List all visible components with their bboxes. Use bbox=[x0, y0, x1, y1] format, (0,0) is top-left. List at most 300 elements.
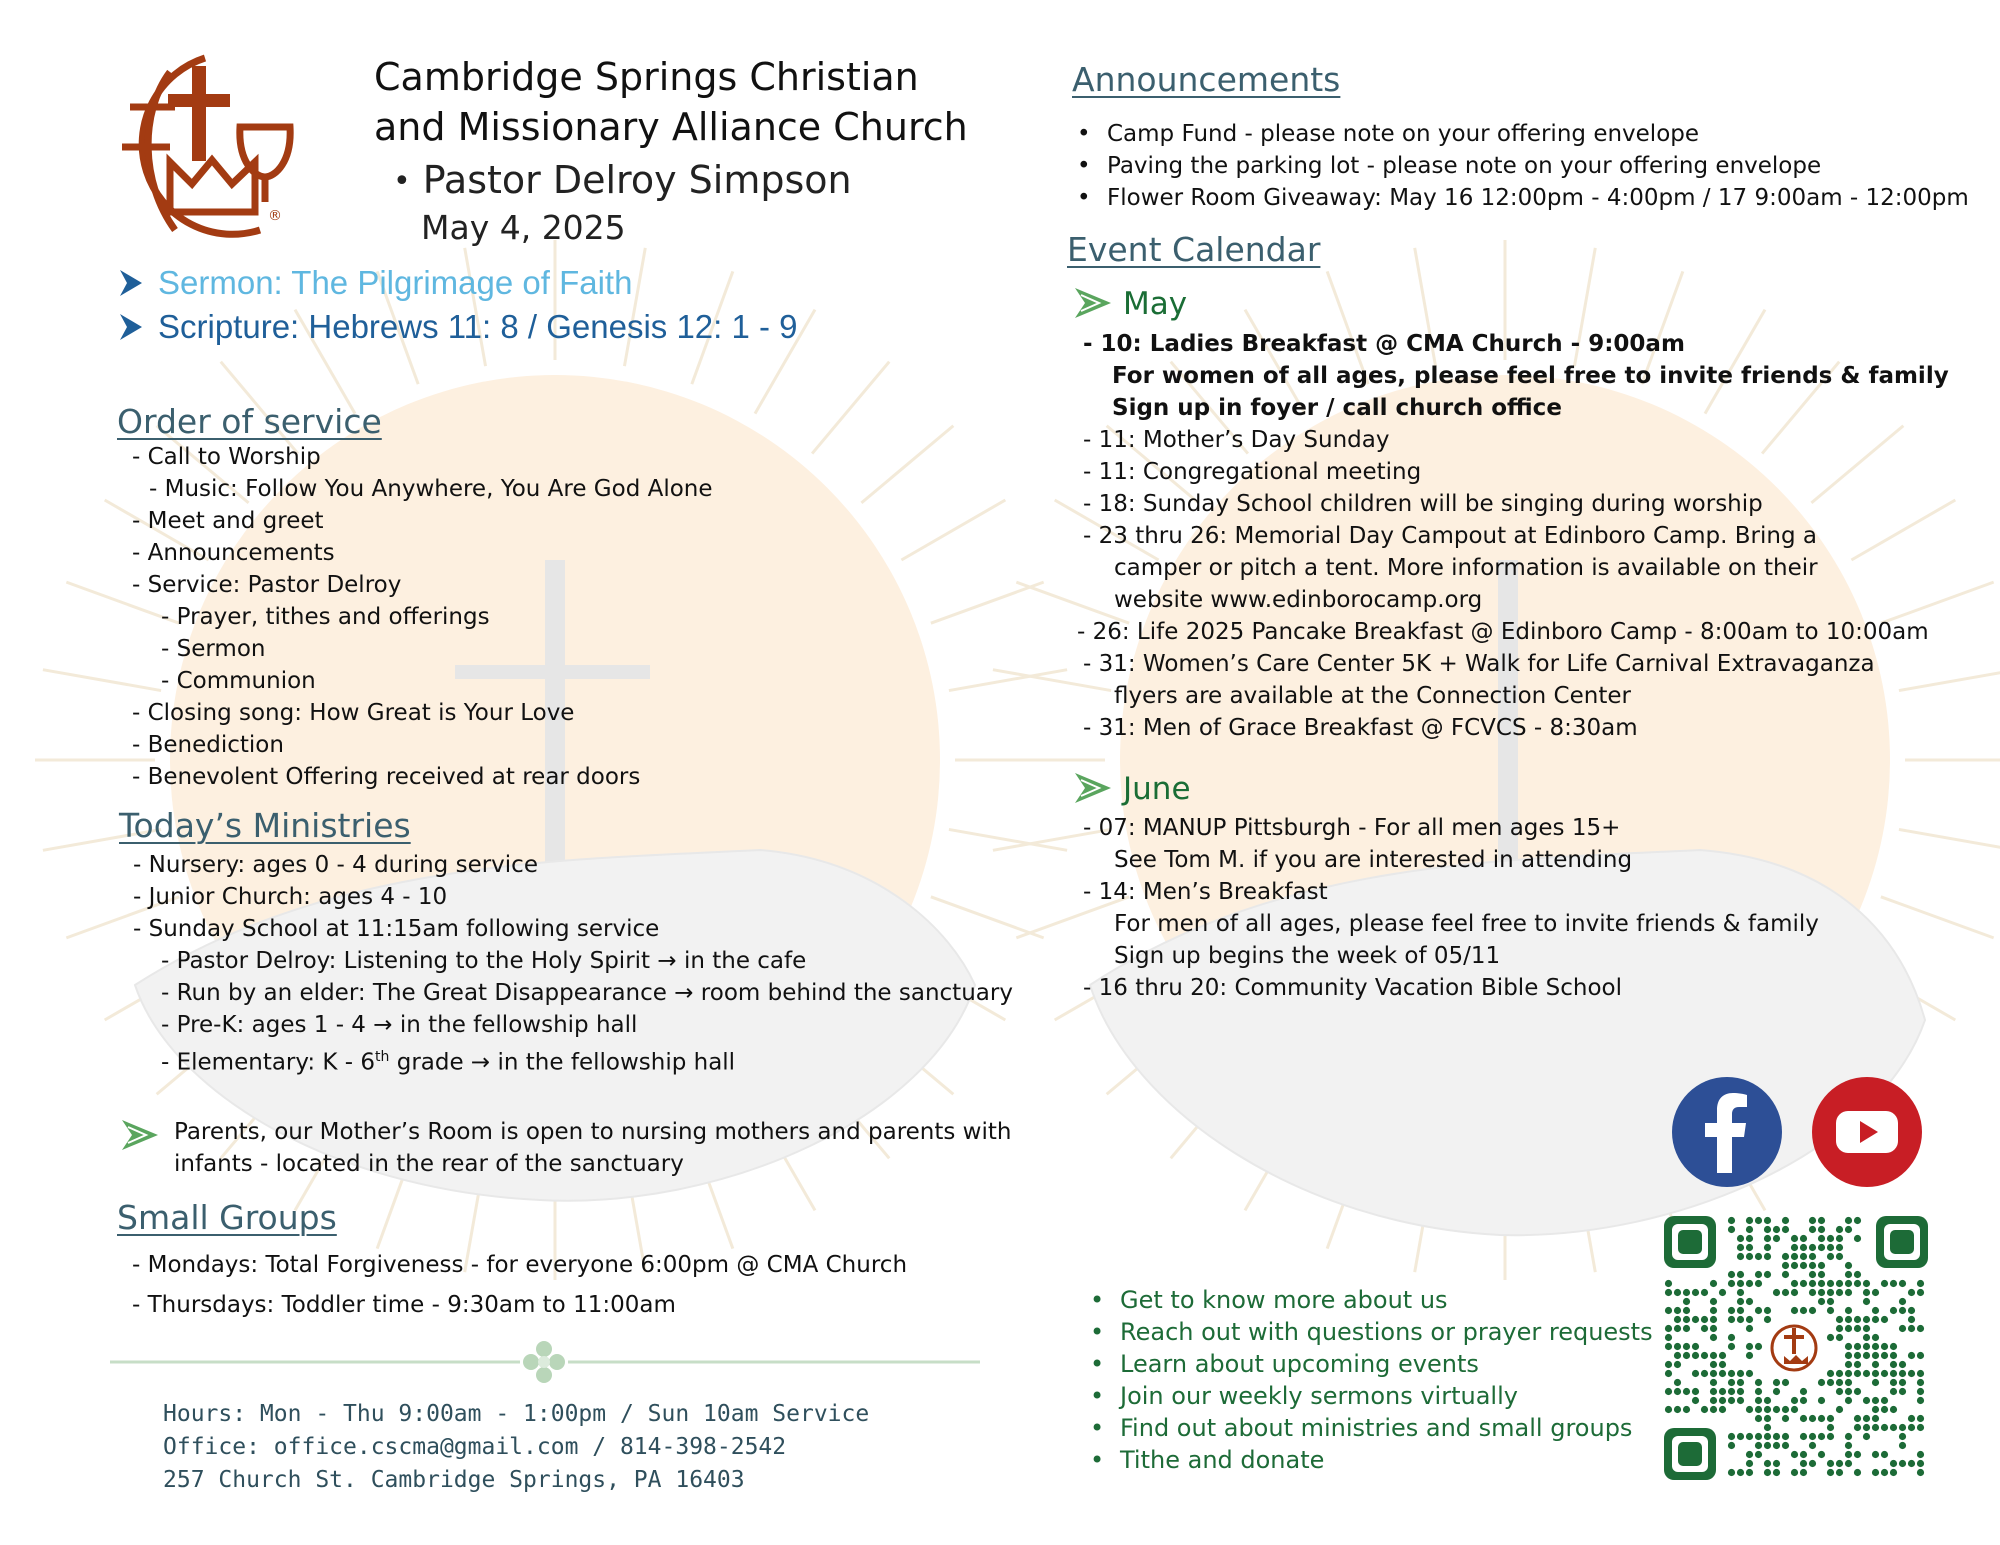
qr-module bbox=[1845, 1433, 1852, 1440]
qr-module bbox=[1746, 1451, 1753, 1458]
qr-module bbox=[1872, 1451, 1879, 1458]
qr-module bbox=[1728, 1280, 1735, 1287]
qr-module bbox=[1746, 1433, 1753, 1440]
qr-module bbox=[1674, 1352, 1681, 1359]
qr-module bbox=[1845, 1280, 1852, 1287]
qr-module bbox=[1800, 1433, 1807, 1440]
qr-module bbox=[1845, 1271, 1852, 1278]
qr-module bbox=[1854, 1370, 1861, 1377]
sunburst-ray bbox=[1899, 829, 2000, 850]
qr-module bbox=[1818, 1298, 1825, 1305]
qr-module bbox=[1773, 1379, 1780, 1386]
qr-module bbox=[1908, 1316, 1915, 1323]
qr-module bbox=[1872, 1406, 1879, 1413]
qr-module bbox=[1908, 1352, 1915, 1359]
qr-module bbox=[1710, 1325, 1717, 1332]
qr-module bbox=[1845, 1451, 1852, 1458]
pastor-name bbox=[393, 158, 852, 202]
qr-module bbox=[1872, 1379, 1879, 1386]
qr-module bbox=[1827, 1460, 1834, 1467]
qr-module bbox=[1701, 1352, 1708, 1359]
qr-module bbox=[1800, 1460, 1807, 1467]
qr-module bbox=[1764, 1424, 1771, 1431]
qr-module bbox=[1827, 1424, 1834, 1431]
qr-module bbox=[1764, 1226, 1771, 1233]
qr-module bbox=[1782, 1433, 1789, 1440]
qr-module bbox=[1899, 1424, 1906, 1431]
qr-module bbox=[1674, 1325, 1681, 1332]
list-item: - Service: Pastor Delroy bbox=[132, 572, 402, 598]
qr-module bbox=[1791, 1406, 1798, 1413]
qr-module bbox=[1845, 1343, 1852, 1350]
qr-module bbox=[1728, 1316, 1735, 1323]
qr-module bbox=[1764, 1433, 1771, 1440]
qr-module bbox=[1728, 1370, 1735, 1377]
qr-module bbox=[1836, 1370, 1843, 1377]
qr-module bbox=[1755, 1406, 1762, 1413]
qr-module bbox=[1917, 1352, 1924, 1359]
qr-module bbox=[1683, 1316, 1690, 1323]
month-june bbox=[1073, 771, 1191, 807]
list-item: - Mondays: Total Forgiveness - for everyone 6:00pm @ CMA Church bbox=[132, 1252, 908, 1278]
qr-module bbox=[1890, 1280, 1897, 1287]
list-item: • Join our weekly sermons virtually bbox=[1120, 1380, 1653, 1412]
sermon-title bbox=[118, 264, 632, 302]
qr-module bbox=[1674, 1388, 1681, 1395]
qr-module bbox=[1728, 1217, 1735, 1224]
list-item: - Sunday School at 11:15am following service bbox=[133, 916, 660, 942]
qr-module bbox=[1764, 1235, 1771, 1242]
qr-module bbox=[1791, 1235, 1798, 1242]
sunburst-ray bbox=[861, 426, 953, 503]
qr-module bbox=[1755, 1415, 1762, 1422]
event-line: - 11: Mother’s Day Sunday bbox=[1083, 427, 1390, 453]
qr-module bbox=[1800, 1235, 1807, 1242]
qr-module bbox=[1908, 1325, 1915, 1332]
qr-module bbox=[1872, 1316, 1879, 1323]
qr-module bbox=[1683, 1352, 1690, 1359]
qr-module bbox=[1674, 1361, 1681, 1368]
bullet-icon: • bbox=[393, 164, 411, 199]
qr-module bbox=[1800, 1469, 1807, 1476]
qr-module bbox=[1881, 1352, 1888, 1359]
qr-module bbox=[1827, 1244, 1834, 1251]
qr-module bbox=[1674, 1316, 1681, 1323]
qr-module bbox=[1854, 1361, 1861, 1368]
list-item bbox=[133, 1041, 1013, 1079]
qr-module bbox=[1890, 1370, 1897, 1377]
qr-module bbox=[1917, 1397, 1924, 1404]
qr-module bbox=[1701, 1406, 1708, 1413]
qr-module bbox=[1755, 1397, 1762, 1404]
order-of-service-list bbox=[132, 441, 713, 793]
qr-module bbox=[1755, 1271, 1762, 1278]
qr-module bbox=[1764, 1469, 1771, 1476]
cma-logo-icon bbox=[110, 52, 300, 247]
qr-module bbox=[1746, 1406, 1753, 1413]
qr-module bbox=[1674, 1289, 1681, 1296]
qr-module bbox=[1737, 1397, 1744, 1404]
scripture-reference bbox=[118, 308, 798, 346]
qr-module bbox=[1737, 1235, 1744, 1242]
qr-module bbox=[1827, 1289, 1834, 1296]
qr-module bbox=[1854, 1451, 1861, 1458]
qr-module bbox=[1818, 1415, 1825, 1422]
qr-module bbox=[1818, 1235, 1825, 1242]
qr-module bbox=[1845, 1379, 1852, 1386]
qr-module bbox=[1890, 1460, 1897, 1467]
qr-module bbox=[1719, 1352, 1726, 1359]
list-item: • Find out about ministries and small groups bbox=[1120, 1412, 1653, 1444]
qr-module bbox=[1881, 1316, 1888, 1323]
qr-module bbox=[1854, 1325, 1861, 1332]
qr-module bbox=[1782, 1262, 1789, 1269]
note-line: infants - located in the rear of the sanctuary bbox=[174, 1151, 684, 1177]
elementary-superscript: th bbox=[375, 1049, 390, 1065]
qr-module bbox=[1665, 1334, 1672, 1341]
facebook-icon[interactable] bbox=[1672, 1077, 1782, 1187]
qr-module bbox=[1863, 1298, 1870, 1305]
event-line: - 14: Men’s Breakfast bbox=[1083, 879, 1328, 905]
qr-module bbox=[1665, 1370, 1672, 1377]
qr-module bbox=[1665, 1361, 1672, 1368]
qr-info-list bbox=[1086, 1284, 1653, 1476]
qr-module bbox=[1665, 1325, 1672, 1332]
list-item: • Get to know more about us bbox=[1120, 1284, 1653, 1316]
qr-module bbox=[1710, 1307, 1717, 1314]
qr-module bbox=[1773, 1469, 1780, 1476]
qr-module bbox=[1692, 1352, 1699, 1359]
qr-module bbox=[1737, 1298, 1744, 1305]
qr-module bbox=[1899, 1379, 1906, 1386]
qr-module bbox=[1710, 1361, 1717, 1368]
list-item: - Thursdays: Toddler time - 9:30am to 11:00am bbox=[132, 1292, 676, 1318]
list-item: - Junior Church: ages 4 - 10 bbox=[133, 884, 448, 910]
qr-module bbox=[1728, 1433, 1735, 1440]
qr-module bbox=[1854, 1271, 1861, 1278]
qr-module bbox=[1827, 1379, 1834, 1386]
qr-module bbox=[1782, 1415, 1789, 1422]
ministries-heading: Today’s Ministries bbox=[119, 806, 411, 845]
qr-module bbox=[1737, 1271, 1744, 1278]
qr-module bbox=[1764, 1316, 1771, 1323]
qr-module bbox=[1827, 1469, 1834, 1476]
qr-module bbox=[1755, 1433, 1762, 1440]
list-item: - Music: Follow You Anywhere, You Are God Alone bbox=[149, 476, 713, 502]
qr-module bbox=[1737, 1307, 1744, 1314]
qr-module bbox=[1746, 1280, 1753, 1287]
month-may bbox=[1073, 286, 1187, 322]
qr-module bbox=[1863, 1424, 1870, 1431]
qr-module bbox=[1872, 1397, 1879, 1404]
qr-module bbox=[1719, 1370, 1726, 1377]
month-label: June bbox=[1123, 771, 1191, 807]
qr-module bbox=[1818, 1244, 1825, 1251]
youtube-icon[interactable] bbox=[1812, 1077, 1922, 1187]
qr-module bbox=[1710, 1388, 1717, 1395]
list-item: • Camp Fund - please note on your offering envelope bbox=[1107, 118, 1969, 150]
sermon-text: Sermon: The Pilgrimage of Faith bbox=[158, 264, 633, 301]
qr-module bbox=[1818, 1226, 1825, 1233]
event-line: For men of all ages, please feel free to invite friends & family bbox=[1114, 911, 1819, 937]
qr-module bbox=[1881, 1370, 1888, 1377]
qr-module bbox=[1701, 1289, 1708, 1296]
event-line: See Tom M. if you are interested in attending bbox=[1114, 847, 1633, 873]
qr-module bbox=[1836, 1334, 1843, 1341]
qr-module bbox=[1845, 1460, 1852, 1467]
qr-module bbox=[1836, 1253, 1843, 1260]
qr-module bbox=[1872, 1289, 1879, 1296]
qr-module bbox=[1908, 1460, 1915, 1467]
list-item: - Sermon bbox=[161, 636, 266, 662]
qr-module bbox=[1809, 1415, 1816, 1422]
qr-module bbox=[1701, 1370, 1708, 1377]
list-item: - Announcements bbox=[132, 540, 335, 566]
qr-module bbox=[1845, 1397, 1852, 1404]
qr-module bbox=[1746, 1244, 1753, 1251]
qr-module bbox=[1665, 1289, 1672, 1296]
event-line: - 10: Ladies Breakfast @ CMA Church - 9:00am bbox=[1083, 331, 1685, 357]
ministries-list bbox=[133, 849, 1013, 1079]
qr-module bbox=[1854, 1217, 1861, 1224]
qr-module bbox=[1674, 1379, 1681, 1386]
qr-module bbox=[1845, 1388, 1852, 1395]
office-hours: Hours: Mon - Thu 9:00am - 1:00pm / Sun 10am Service bbox=[163, 1401, 870, 1427]
qr-module bbox=[1908, 1307, 1915, 1314]
qr-module bbox=[1782, 1379, 1789, 1386]
qr-module bbox=[1899, 1307, 1906, 1314]
qr-module bbox=[1809, 1280, 1816, 1287]
qr-module bbox=[1764, 1415, 1771, 1422]
service-date: May 4, 2025 bbox=[421, 208, 626, 247]
qr-module bbox=[1917, 1289, 1924, 1296]
qr-module bbox=[1836, 1406, 1843, 1413]
qr-module bbox=[1836, 1388, 1843, 1395]
elementary-location: grade → in the fellowship hall bbox=[389, 1049, 736, 1076]
qr-module bbox=[1791, 1262, 1798, 1269]
list-item: • Reach out with questions or prayer requests bbox=[1120, 1316, 1653, 1348]
arrow-right-icon bbox=[1073, 771, 1113, 805]
event-line[interactable]: website www.edinborocamp.org bbox=[1114, 587, 1483, 613]
qr-module bbox=[1854, 1424, 1861, 1431]
qr-module bbox=[1917, 1379, 1924, 1386]
qr-module bbox=[1800, 1262, 1807, 1269]
qr-module bbox=[1809, 1253, 1816, 1260]
qr-module bbox=[1746, 1226, 1753, 1233]
qr-module bbox=[1764, 1307, 1771, 1314]
qr-module bbox=[1845, 1352, 1852, 1359]
qr-module bbox=[1755, 1379, 1762, 1386]
qr-finder-top-right bbox=[1876, 1216, 1928, 1268]
qr-module bbox=[1917, 1370, 1924, 1377]
qr-module bbox=[1890, 1352, 1897, 1359]
church-address: 257 Church St. Cambridge Springs, PA 16403 bbox=[163, 1467, 745, 1493]
qr-module bbox=[1845, 1325, 1852, 1332]
qr-module bbox=[1845, 1361, 1852, 1368]
sunburst-ray bbox=[812, 362, 889, 454]
qr-module bbox=[1845, 1262, 1852, 1269]
qr-module bbox=[1710, 1280, 1717, 1287]
qr-module bbox=[1836, 1325, 1843, 1332]
qr-module bbox=[1827, 1307, 1834, 1314]
event-line: - 11: Congregational meeting bbox=[1083, 459, 1422, 485]
qr-module bbox=[1701, 1316, 1708, 1323]
event-line: For women of all ages, please feel free to invite friends & family bbox=[1112, 363, 1949, 389]
qr-module bbox=[1899, 1388, 1906, 1395]
qr-module bbox=[1872, 1352, 1879, 1359]
qr-module bbox=[1845, 1316, 1852, 1323]
list-item: - Pre-K: ages 1 - 4 → in the fellowship hall bbox=[161, 1012, 638, 1038]
qr-module bbox=[1863, 1433, 1870, 1440]
qr-module bbox=[1764, 1244, 1771, 1251]
event-line: - 31: Men of Grace Breakfast @ FCVCS - 8:30am bbox=[1083, 715, 1638, 741]
qr-module bbox=[1773, 1460, 1780, 1467]
qr-module bbox=[1737, 1280, 1744, 1287]
qr-module bbox=[1683, 1289, 1690, 1296]
qr-module bbox=[1773, 1406, 1780, 1413]
qr-module bbox=[1890, 1469, 1897, 1476]
qr-module bbox=[1863, 1325, 1870, 1332]
qr-module bbox=[1881, 1343, 1888, 1350]
qr-module bbox=[1836, 1289, 1843, 1296]
qr-module bbox=[1899, 1280, 1906, 1287]
qr-module bbox=[1773, 1433, 1780, 1440]
qr-module bbox=[1791, 1253, 1798, 1260]
chevron-right-icon bbox=[118, 268, 144, 298]
qr-module bbox=[1881, 1451, 1888, 1458]
qr-module bbox=[1854, 1469, 1861, 1476]
event-line: - 16 thru 20: Community Vacation Bible School bbox=[1083, 975, 1623, 1001]
qr-module bbox=[1890, 1406, 1897, 1413]
qr-module bbox=[1917, 1469, 1924, 1476]
qr-module bbox=[1863, 1289, 1870, 1296]
qr-module bbox=[1683, 1298, 1690, 1305]
mothers-room-note bbox=[174, 1116, 1011, 1180]
qr-module bbox=[1863, 1370, 1870, 1377]
qr-module bbox=[1899, 1370, 1906, 1377]
qr-module bbox=[1836, 1235, 1843, 1242]
qr-module bbox=[1782, 1217, 1789, 1224]
qr-module bbox=[1791, 1289, 1798, 1296]
qr-module bbox=[1872, 1334, 1879, 1341]
list-item: - Prayer, tithes and offerings bbox=[161, 604, 490, 630]
qr-module bbox=[1719, 1289, 1726, 1296]
qr-module bbox=[1710, 1406, 1717, 1413]
list-item: - Call to Worship bbox=[132, 444, 321, 470]
qr-module bbox=[1818, 1271, 1825, 1278]
elementary-text: - Elementary: K - 6 bbox=[161, 1049, 376, 1076]
qr-module bbox=[1728, 1442, 1735, 1449]
qr-module bbox=[1899, 1361, 1906, 1368]
qr-module bbox=[1737, 1244, 1744, 1251]
qr-module bbox=[1908, 1289, 1915, 1296]
qr-module bbox=[1692, 1289, 1699, 1296]
qr-module bbox=[1863, 1316, 1870, 1323]
qr-module bbox=[1917, 1280, 1924, 1287]
qr-module bbox=[1755, 1307, 1762, 1314]
qr-module bbox=[1827, 1235, 1834, 1242]
small-groups-heading: Small Groups bbox=[117, 1198, 337, 1237]
chevron-right-icon bbox=[118, 312, 144, 342]
qr-module bbox=[1827, 1298, 1834, 1305]
qr-module bbox=[1800, 1415, 1807, 1422]
announcements-list bbox=[1073, 118, 1969, 214]
qr-module bbox=[1737, 1370, 1744, 1377]
qr-module bbox=[1665, 1307, 1672, 1314]
qr-module bbox=[1818, 1397, 1825, 1404]
qr-module bbox=[1818, 1217, 1825, 1224]
list-item: - Benediction bbox=[132, 732, 284, 758]
qr-module bbox=[1746, 1298, 1753, 1305]
qr-module bbox=[1755, 1253, 1762, 1260]
qr-module bbox=[1827, 1334, 1834, 1341]
qr-module bbox=[1890, 1424, 1897, 1431]
qr-module bbox=[1890, 1388, 1897, 1395]
arrow-right-icon bbox=[120, 1118, 160, 1152]
qr-module bbox=[1737, 1469, 1744, 1476]
qr-module bbox=[1791, 1397, 1798, 1404]
qr-module bbox=[1809, 1271, 1816, 1278]
sunburst-ray bbox=[901, 500, 1005, 560]
qr-module bbox=[1746, 1325, 1753, 1332]
qr-module bbox=[1755, 1280, 1762, 1287]
qr-module bbox=[1881, 1280, 1888, 1287]
qr-module bbox=[1773, 1226, 1780, 1233]
qr-module bbox=[1719, 1388, 1726, 1395]
qr-module bbox=[1737, 1289, 1744, 1296]
qr-module bbox=[1836, 1379, 1843, 1386]
qr-module bbox=[1854, 1388, 1861, 1395]
office-contact[interactable]: Office: office.cscma@gmail.com / 814-398-2542 bbox=[163, 1434, 787, 1460]
qr-module bbox=[1692, 1343, 1699, 1350]
list-item: • Paving the parking lot - please note on your offering envelope bbox=[1107, 150, 1969, 182]
qr-module bbox=[1746, 1343, 1753, 1350]
qr-module bbox=[1872, 1469, 1879, 1476]
qr-module bbox=[1746, 1235, 1753, 1242]
list-item: - Closing song: How Great is Your Love bbox=[132, 700, 575, 726]
qr-module bbox=[1890, 1361, 1897, 1368]
qr-module bbox=[1809, 1226, 1816, 1233]
qr-module bbox=[1683, 1307, 1690, 1314]
qr-module bbox=[1719, 1361, 1726, 1368]
qr-module bbox=[1899, 1460, 1906, 1467]
qr-module bbox=[1818, 1262, 1825, 1269]
qr-module bbox=[1809, 1244, 1816, 1251]
qr-module bbox=[1917, 1388, 1924, 1395]
qr-module bbox=[1710, 1334, 1717, 1341]
qr-module bbox=[1827, 1280, 1834, 1287]
qr-module bbox=[1917, 1325, 1924, 1332]
list-item: • Flower Room Giveaway: May 16 12:00pm - 4:00pm / 17 9:00am - 12:00pm bbox=[1107, 182, 1969, 214]
qr-module bbox=[1863, 1415, 1870, 1422]
qr-code-icon[interactable] bbox=[1660, 1212, 1932, 1484]
qr-module bbox=[1737, 1433, 1744, 1440]
list-item: - Communion bbox=[161, 668, 316, 694]
event-calendar-heading: Event Calendar bbox=[1067, 230, 1321, 269]
qr-module bbox=[1728, 1379, 1735, 1386]
qr-module bbox=[1746, 1352, 1753, 1359]
qr-module bbox=[1755, 1442, 1762, 1449]
qr-module bbox=[1845, 1307, 1852, 1314]
qr-module bbox=[1800, 1280, 1807, 1287]
sunburst-ray bbox=[1881, 897, 1994, 938]
qr-module bbox=[1692, 1370, 1699, 1377]
qr-module bbox=[1809, 1442, 1816, 1449]
event-line: Sign up in foyer / call church office bbox=[1112, 395, 1562, 421]
qr-module bbox=[1782, 1406, 1789, 1413]
month-label: May bbox=[1123, 286, 1188, 322]
qr-module bbox=[1773, 1235, 1780, 1242]
